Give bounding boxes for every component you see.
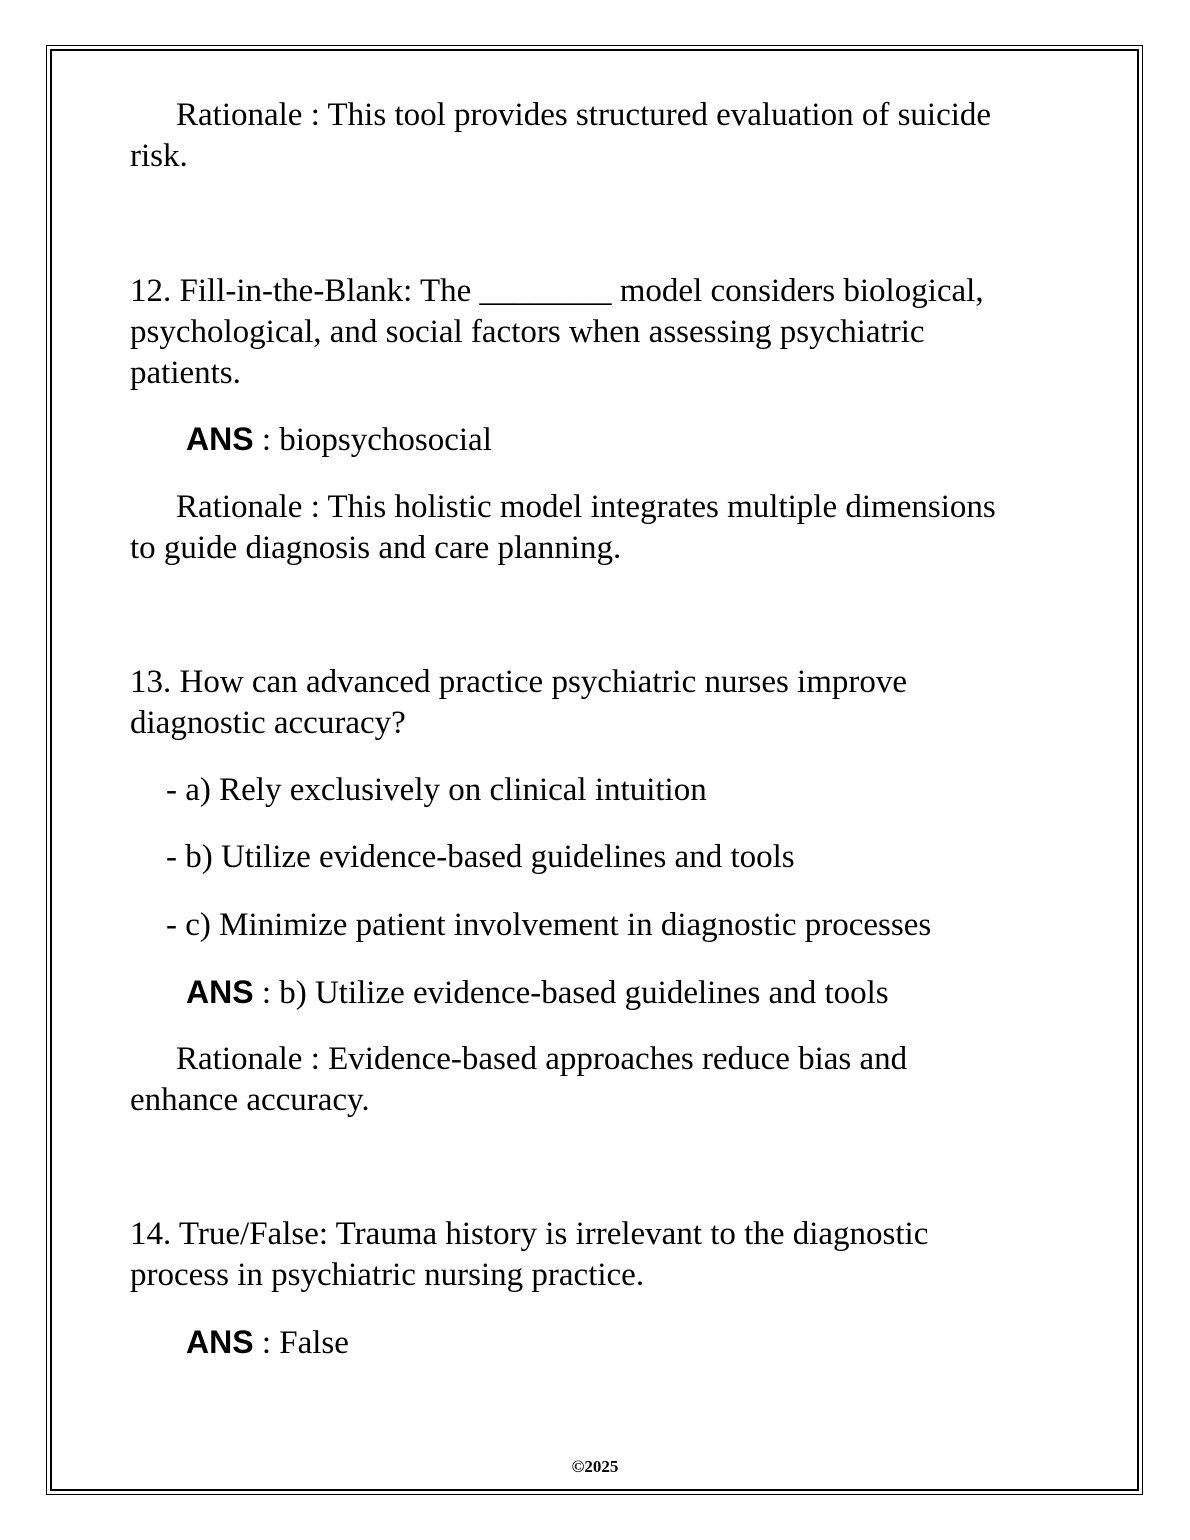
q13-answer-label: ANS bbox=[186, 974, 254, 1010]
q14-question-line2: process in psychiatric nursing practice. bbox=[130, 1257, 645, 1293]
q11-rationale-line1: Rationale : This tool provides structured evaluation of suicide bbox=[176, 97, 992, 133]
q13-option-c: - c) Minimize patient involvement in diagnostic processes bbox=[166, 907, 932, 943]
q12-rationale-line1: Rationale : This holistic model integrates multiple dimensions bbox=[176, 489, 996, 525]
q14-answer bbox=[186, 1322, 349, 1363]
q14-answer-label: ANS bbox=[186, 1324, 254, 1360]
q14-question-line1: 14. True/False: Trauma history is irrelevant to the diagnostic bbox=[130, 1216, 929, 1252]
q12-answer bbox=[186, 419, 492, 460]
copyright-footer: ©2025 bbox=[571, 1457, 619, 1476]
q12-question-line1: 12. Fill-in-the-Blank: The ________ model considers biological, bbox=[130, 273, 984, 309]
q12-question-line2: psychological, and social factors when assessing psychiatric bbox=[130, 314, 925, 350]
q12-answer-text: : biopsychosocial bbox=[253, 422, 492, 458]
q13-question-line2: diagnostic accuracy? bbox=[130, 705, 406, 741]
q12-question-line3: patients. bbox=[130, 355, 241, 391]
q11-rationale-line2: risk. bbox=[130, 138, 188, 174]
q13-question-line1: 13. How can advanced practice psychiatric nurses improve bbox=[130, 664, 908, 700]
q12-rationale-line2: to guide diagnosis and care planning. bbox=[130, 530, 622, 566]
q13-answer bbox=[186, 972, 889, 1013]
q13-answer-text: : b) Utilize evidence-based guidelines and tools bbox=[253, 975, 889, 1011]
q13-option-b: - b) Utilize evidence-based guidelines and tools bbox=[166, 839, 795, 875]
q13-rationale-line1: Rationale : Evidence-based approaches reduce bias and bbox=[176, 1041, 908, 1077]
q13-rationale-line2: enhance accuracy. bbox=[130, 1082, 370, 1118]
q12-answer-label: ANS bbox=[186, 421, 254, 457]
q13-option-a: - a) Rely exclusively on clinical intuition bbox=[166, 772, 707, 808]
q14-answer-text: : False bbox=[253, 1325, 349, 1361]
